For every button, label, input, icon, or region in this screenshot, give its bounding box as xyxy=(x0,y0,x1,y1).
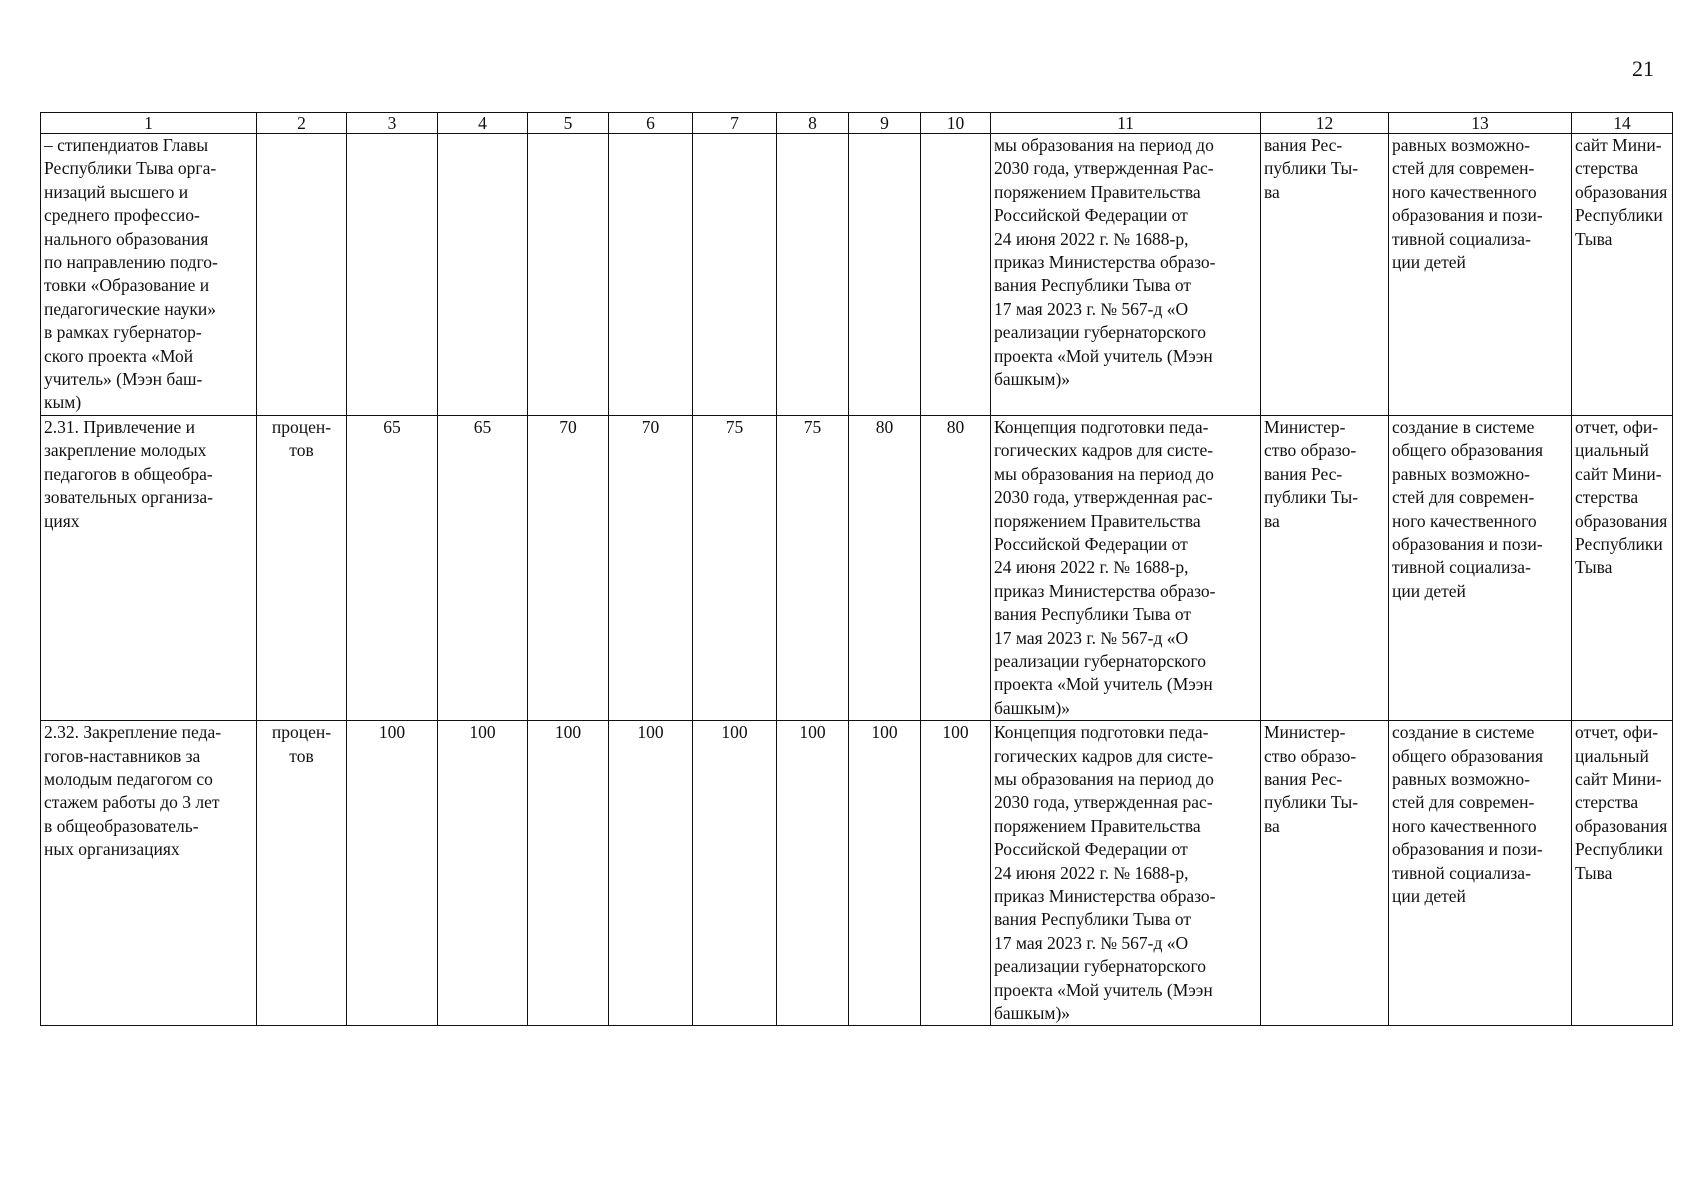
column-header: 5 xyxy=(528,113,609,134)
unit-cell xyxy=(257,134,347,416)
value-cell xyxy=(609,134,693,416)
column-header: 12 xyxy=(1261,113,1389,134)
responsible-body-cell: вания Рес- публики Ты- ва xyxy=(1261,134,1389,416)
unit-cell: процен- тов xyxy=(257,415,347,720)
column-header: 3 xyxy=(347,113,438,134)
table-row-2-32 xyxy=(41,721,1673,1026)
reporting-form-cell: отчет, офи- циальный сайт Мини- стерства образования Республики Тыва xyxy=(1572,721,1673,1026)
indicator-name-cell: 2.32. Закрепление педа- гогов-наставников за молодым педагогом со стажем работы до 3 лет в общеобразователь- ных организациях xyxy=(41,721,257,1026)
value-cell xyxy=(849,134,921,416)
basis-document-cell: Концепция подготовки педа- гогических кадров для систе- мы образования на период до 2030 года, утвержденная рас- поряжением Правительства Российской Федерации от 24 июня 2022 г. № 1688-р, приказ Министерства образо- вания Республики Тыва от 17 мая 2023 г. № 567-д «О реализации губернаторского проекта «Мой учитель (Мээн башкым)» xyxy=(991,415,1261,720)
value-cell: 80 xyxy=(921,415,991,720)
column-number-header-row xyxy=(41,113,1673,134)
indicator-name-cell: – стипендиатов Главы Республики Тыва орга- низаций высшего и среднего профессио- нального образования по направлению подго- товки «Образование и педагогические науки» в рамках губернатор- ского проекта «Мой учитель» (Мээн баш- кым) xyxy=(41,134,257,416)
value-cell: 100 xyxy=(438,721,528,1026)
column-header: 9 xyxy=(849,113,921,134)
page-number: 21 xyxy=(1632,56,1654,81)
column-header: 7 xyxy=(693,113,777,134)
expected-result-cell: создание в системе общего образования равных возможно- стей для современ- ного качественного образования и пози- тивной социализа- ции детей xyxy=(1389,721,1572,1026)
value-cell: 75 xyxy=(693,415,777,720)
basis-document-cell: Концепция подготовки педа- гогических кадров для систе- мы образования на период до 2030 года, утвержденная рас- поряжением Правительства Российской Федерации от 24 июня 2022 г. № 1688-р, приказ Министерства образо- вания Республики Тыва от 17 мая 2023 г. № 567-д «О реализации губернаторского проекта «Мой учитель (Мээн башкым)» xyxy=(991,721,1261,1026)
program-indicators-table xyxy=(40,112,1673,1026)
responsible-body-cell: Министер- ство образо- вания Рес- публики Ты- ва xyxy=(1261,721,1389,1026)
column-header: 11 xyxy=(991,113,1261,134)
value-cell: 100 xyxy=(849,721,921,1026)
column-header: 6 xyxy=(609,113,693,134)
value-cell: 75 xyxy=(777,415,849,720)
value-cell: 65 xyxy=(438,415,528,720)
indicator-name-cell: 2.31. Привлечение и закрепление молодых педагогов в общеобра- зовательных организа- циях xyxy=(41,415,257,720)
column-header: 14 xyxy=(1572,113,1673,134)
column-header: 13 xyxy=(1389,113,1572,134)
value-cell xyxy=(921,134,991,416)
value-cell xyxy=(777,134,849,416)
value-cell: 65 xyxy=(347,415,438,720)
value-cell: 100 xyxy=(609,721,693,1026)
reporting-form-cell: отчет, офи- циальный сайт Мини- стерства образования Республики Тыва xyxy=(1572,415,1673,720)
responsible-body-cell: Министер- ство образо- вания Рес- публики Ты- ва xyxy=(1261,415,1389,720)
column-header: 2 xyxy=(257,113,347,134)
value-cell: 100 xyxy=(528,721,609,1026)
value-cell xyxy=(438,134,528,416)
column-header: 8 xyxy=(777,113,849,134)
table-row-continued xyxy=(41,134,1673,416)
value-cell xyxy=(347,134,438,416)
value-cell: 70 xyxy=(609,415,693,720)
column-header: 1 xyxy=(41,113,257,134)
value-cell: 80 xyxy=(849,415,921,720)
reporting-form-cell: сайт Мини- стерства образования Республики Тыва xyxy=(1572,134,1673,416)
value-cell: 100 xyxy=(921,721,991,1026)
basis-document-cell: мы образования на период до 2030 года, утвержденная Рас- поряжением Правительства Российской Федерации от 24 июня 2022 г. № 1688-р, приказ Министерства образо- вания Республики Тыва от 17 мая 2023 г. № 567-д «О реализации губернаторского проекта «Мой учитель (Мээн башкым)» xyxy=(991,134,1261,416)
column-header: 10 xyxy=(921,113,991,134)
value-cell: 100 xyxy=(777,721,849,1026)
value-cell xyxy=(528,134,609,416)
expected-result-cell: создание в системе общего образования равных возможно- стей для современ- ного качественного образования и пози- тивной социализа- ции детей xyxy=(1389,415,1572,720)
value-cell: 100 xyxy=(347,721,438,1026)
table-row-2-31 xyxy=(41,415,1673,720)
value-cell: 100 xyxy=(693,721,777,1026)
value-cell: 70 xyxy=(528,415,609,720)
value-cell xyxy=(693,134,777,416)
unit-cell: процен- тов xyxy=(257,721,347,1026)
column-header: 4 xyxy=(438,113,528,134)
expected-result-cell: равных возможно- стей для современ- ного качественного образования и пози- тивной социализа- ции детей xyxy=(1389,134,1572,416)
